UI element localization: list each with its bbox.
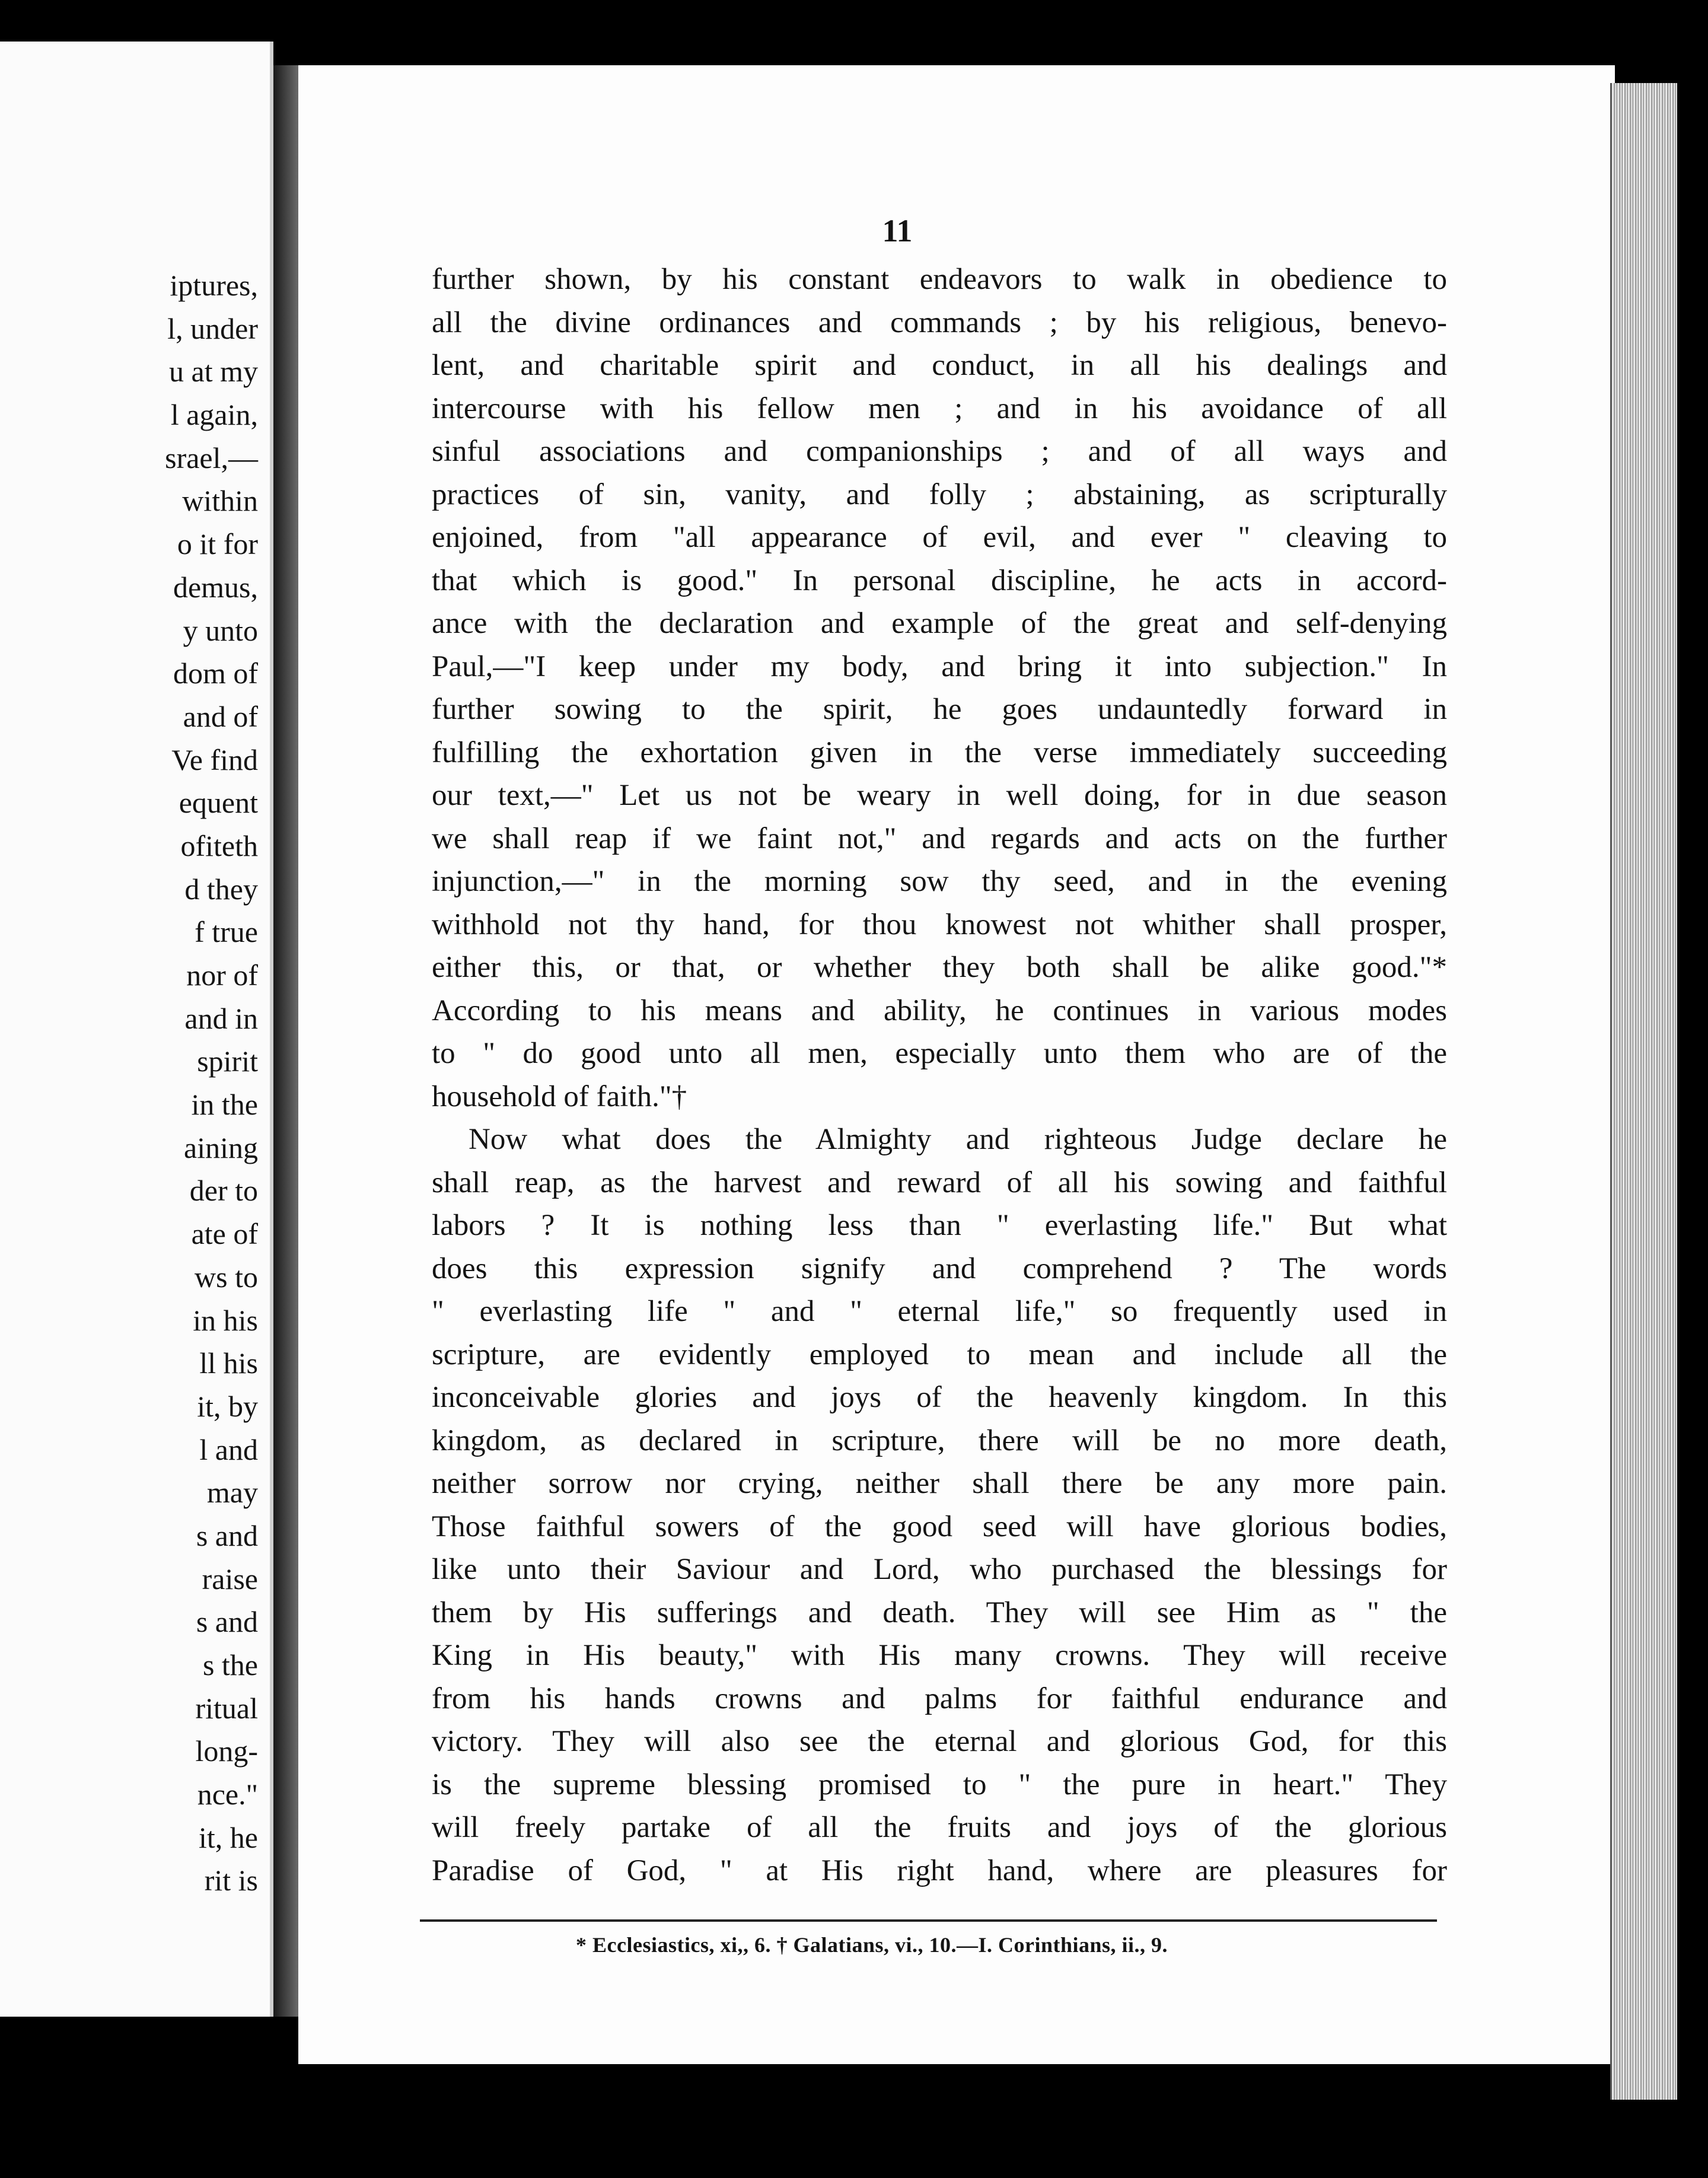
text-line: them by His sufferings and death. They will see Him as " the xyxy=(432,1596,1447,1629)
text-line: it, he xyxy=(199,1820,258,1854)
text-line: will freely partake of all the fruits and joys of the glorious xyxy=(432,1811,1447,1844)
text-line: our text,—" Let us not be weary in well doing, for in due season xyxy=(432,779,1447,812)
left-page-text xyxy=(0,264,258,1902)
right-page xyxy=(298,65,1615,2064)
text-line: may xyxy=(206,1476,258,1510)
body-text xyxy=(432,258,1447,1892)
text-line: labors ? It is nothing less than " everlasting life." But what xyxy=(432,1209,1447,1242)
book-gutter xyxy=(273,65,298,2017)
text-line: like unto their Saviour and Lord, who purchased the blessings for xyxy=(432,1553,1447,1586)
text-line: equent xyxy=(179,786,258,820)
text-line: demus, xyxy=(173,570,258,604)
text-line: ll his xyxy=(199,1346,258,1380)
text-line: d they xyxy=(184,872,258,906)
text-line: ance with the declaration and example of the great and self-denying xyxy=(432,607,1447,640)
text-line: sinful associations and companionships ; and of all ways and xyxy=(432,435,1447,468)
text-line: s and xyxy=(196,1518,258,1552)
text-line: l again, xyxy=(170,398,258,432)
text-line: dom of xyxy=(173,657,258,690)
text-line: ws to xyxy=(195,1260,258,1294)
text-line: nor of xyxy=(186,959,258,992)
text-line: kingdom, as declared in scripture, there will be no more death, xyxy=(432,1424,1447,1457)
text-line: u at my xyxy=(169,355,258,389)
text-line: in his xyxy=(193,1303,258,1337)
text-line: lent, and charitable spirit and conduct, in all his dealings and xyxy=(432,349,1447,382)
text-line: Ve find xyxy=(171,743,258,776)
text-line: either this, or that, or whether they both shall be alike good."* xyxy=(432,951,1447,984)
text-line: injunction,—" in the morning sow thy seed, and in the evening xyxy=(432,865,1447,898)
text-line: it, by xyxy=(197,1389,258,1423)
text-line: l, under xyxy=(167,311,258,345)
text-line: to " do good unto all men, especially unto them who are of the xyxy=(432,1037,1447,1070)
text-line: all the divine ordinances and commands ; by his religious, benevo- xyxy=(432,305,1447,339)
text-line: l and xyxy=(199,1432,258,1466)
text-line: s the xyxy=(202,1648,258,1682)
text-line: aining xyxy=(184,1131,258,1164)
text-line: victory. They will also see the eternal and glorious God, for this xyxy=(432,1725,1447,1758)
text-line: ritual xyxy=(195,1691,258,1725)
text-line: neither sorrow nor crying, neither shall there be any more pain. xyxy=(432,1467,1447,1500)
text-line: s and xyxy=(196,1605,258,1639)
text-line: and of xyxy=(183,699,258,733)
text-line: is the supreme blessing promised to " the pure in heart." They xyxy=(432,1768,1447,1801)
text-line: King in His beauty," with His many crowns. They will receive xyxy=(432,1639,1447,1672)
text-line: further shown, by his constant endeavors to walk in obedience to xyxy=(432,263,1447,296)
text-line: inconceivable glories and joys of the heavenly kingdom. In this xyxy=(432,1381,1447,1414)
text-line: household of faith."† xyxy=(432,1080,687,1113)
page-number: 11 xyxy=(882,213,913,249)
text-line: Those faithful sowers of the good seed will have glorious bodies, xyxy=(432,1510,1447,1543)
text-line: withhold not thy hand, for thou knowest not whither shall prosper, xyxy=(432,908,1447,941)
text-line: further sowing to the spirit, he goes undauntedly forward in xyxy=(432,693,1447,726)
text-line: enjoined, from "all appearance of evil, and ever " cleaving to xyxy=(432,521,1447,554)
footnote-rule xyxy=(420,1919,1437,1922)
text-line: scripture, are evidently employed to mean and include all the xyxy=(432,1338,1447,1371)
text-line: practices of sin, vanity, and folly ; abstaining, as scripturally xyxy=(432,477,1447,511)
text-line: ofiteth xyxy=(180,829,258,862)
text-line: According to his means and ability, he continues in various modes xyxy=(432,994,1447,1027)
text-line: Paradise of God, " at His right hand, where are pleasures for xyxy=(432,1854,1447,1887)
text-line: intercourse with his fellow men ; and in his avoidance of all xyxy=(432,391,1447,425)
text-line: we shall reap if we faint not," and regards and acts on the further xyxy=(432,821,1447,855)
text-line: Paul,—"I keep under my body, and bring it into subjection." In xyxy=(432,649,1447,683)
text-line: der to xyxy=(189,1174,258,1208)
text-line: iptures, xyxy=(170,269,258,302)
text-line: rit is xyxy=(204,1864,258,1897)
text-line: long- xyxy=(195,1734,258,1768)
text-line: in the xyxy=(191,1088,258,1122)
paragraph-1 xyxy=(432,258,1447,1118)
text-line: nce." xyxy=(197,1778,258,1811)
facing-left-page xyxy=(0,42,273,2017)
page-edges xyxy=(1610,83,1677,2100)
text-line: shall reap, as the harvest and reward of all his sowing and faithful xyxy=(432,1166,1447,1199)
text-line: spirit xyxy=(197,1045,258,1078)
footnotes: * Ecclesiastics, xi,, 6. † Galatians, vi., 10.—I. Corinthians, ii., 9. xyxy=(576,1933,1168,1957)
text-line: y unto xyxy=(183,613,258,647)
paragraph-2 xyxy=(432,1118,1447,1892)
text-line: o it for xyxy=(177,527,258,561)
text-line: and in xyxy=(184,1001,258,1035)
text-line: that which is good." In personal discipline, he acts in accord- xyxy=(432,563,1447,597)
text-line: fulfilling the exhortation given in the verse immediately succeeding xyxy=(432,735,1447,769)
text-line: within xyxy=(182,484,258,518)
text-line: raise xyxy=(202,1562,258,1596)
text-line: from his hands crowns and palms for faithful endurance and xyxy=(432,1682,1447,1715)
text-line: " everlasting life " and " eternal life," so frequently used in xyxy=(432,1295,1447,1328)
text-line: Now what does the Almighty and righteous Judge declare he xyxy=(469,1123,1447,1156)
text-line: does this expression signify and comprehend ? The words xyxy=(432,1252,1447,1285)
text-line: ate of xyxy=(191,1217,258,1251)
text-line: f true xyxy=(195,915,258,949)
text-line: srael,— xyxy=(165,441,258,475)
